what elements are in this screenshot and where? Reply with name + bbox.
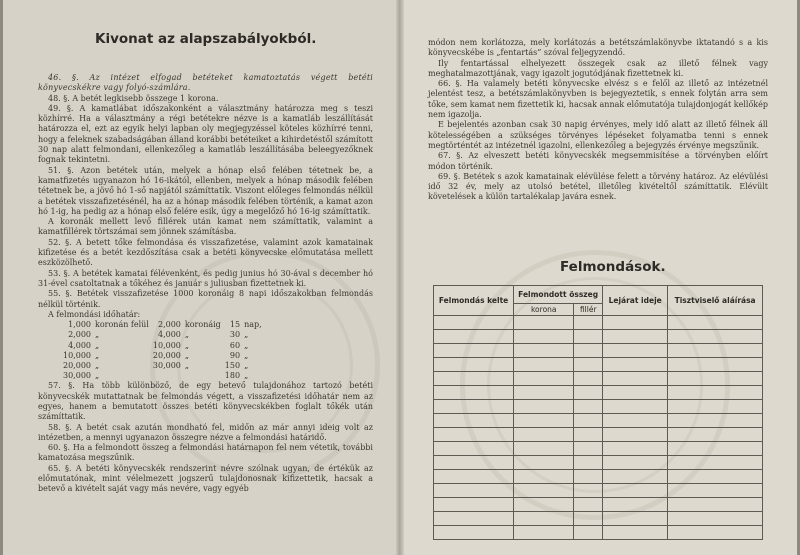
- ledger-cell: [668, 386, 763, 400]
- notice-period-cell: [185, 371, 225, 381]
- notice-period-cell: 30,000: [152, 360, 181, 370]
- ledger-cell: [668, 358, 763, 372]
- ledger-row: [434, 358, 763, 372]
- notice-period-row: [63, 320, 266, 330]
- ledger-row: [434, 386, 763, 400]
- ledger-cell: [574, 498, 603, 512]
- ledger-cell: [434, 526, 514, 540]
- ledger-cell: [434, 372, 514, 386]
- paragraph-52: 52. §. A betett tőke felmondása és visszafizetése, valamint azok kamatainak kifizetése és a betét kezdőszítása csak a betéti könyvecske előmutatása mellett eszközölhető.: [38, 237, 373, 268]
- ledger-cell: [603, 372, 668, 386]
- notice-period-cell: „: [244, 360, 249, 370]
- paragraph-66: 66. §. Ha valamely betéti könyvecske elvész s e felől az illető az intézetnél jelentést tesz, a betétszámlakönyvben is bejegyeztetik, s ennek folytán arra sem tőke, sem kamat nem fizettetik ki, hacsak annak előmutatója tulajdonjogát kellőkép nem igazolja.: [428, 79, 768, 120]
- col-header-amount: Felmondott összeg: [514, 286, 603, 304]
- notice-period-cell: 2,000: [157, 320, 181, 330]
- notice-period-cell: 180: [224, 371, 241, 381]
- notice-period-cell: 10,000: [63, 350, 91, 360]
- paragraph-69: 69. §. Betétek s azok kamatainak elévülése felett a törvény határoz. Az elévülési idő 32 év, mely az utolsó betétel, illetőleg kivételtől számíttatik. Elévült követelések a külön tartalékalap javára esnek.: [428, 171, 768, 202]
- ledger-row: [434, 414, 763, 428]
- notice-period-row: [63, 371, 266, 381]
- ledger-cell: [574, 512, 603, 526]
- bylaws-text-continued: [428, 38, 768, 203]
- notice-period-cell: „: [244, 330, 249, 340]
- ledger-cell: [603, 386, 668, 400]
- notice-period-cell: 20,000: [63, 360, 91, 370]
- notices-ledger-table: [433, 285, 763, 540]
- col-header-filler: fillér: [574, 304, 603, 316]
- ledger-cell: [514, 358, 574, 372]
- ledger-cell: [434, 512, 514, 526]
- ledger-cell: [434, 498, 514, 512]
- ledger-cell: [514, 316, 574, 330]
- notice-period-cell: „: [95, 360, 100, 370]
- ledger-row: [434, 316, 763, 330]
- ledger-cell: [668, 512, 763, 526]
- ledger-row: [434, 526, 763, 540]
- ledger-cell: [514, 386, 574, 400]
- notice-period-cell: „: [184, 350, 190, 360]
- ledger-cell: [514, 400, 574, 414]
- notice-period-cell: 60: [229, 340, 241, 350]
- notice-period-row: [63, 330, 266, 340]
- ledger-cell: [574, 414, 603, 428]
- notice-period-cell: koronán felül: [95, 320, 149, 330]
- ledger-cell: [574, 316, 603, 330]
- notice-period-cell: nap,: [244, 320, 262, 330]
- notice-period-row: [63, 351, 266, 361]
- ledger-cell: [434, 400, 514, 414]
- ledger-cell: [574, 344, 603, 358]
- paragraph-53: 53. §. A betétek kamatai félévenként, és pedig junius hó 30-ával s december hó 31-ével csatoltatnak a tőkéhez és január s juliusban fizettetnek ki.: [38, 268, 373, 288]
- ledger-row: [434, 400, 763, 414]
- ledger-cell: [603, 484, 668, 498]
- ledger-cell: [574, 358, 603, 372]
- paragraph-57: 57. §. Ha több különböző, de egy betevő tulajdonához tartozó betéti könyvecskék mutattatnak be felmondás végett, a visszafizetési időhatár nem az egyes, hanem a bemutatott összes betéti könyvecskékben foglalt tőkék után számíttatik.: [38, 381, 373, 422]
- left-page-edge: [0, 0, 3, 555]
- ledger-row: [434, 456, 763, 470]
- ledger-cell: [574, 442, 603, 456]
- ledger-cell: [668, 330, 763, 344]
- ledger-cell: [434, 456, 514, 470]
- ledger-cell: [574, 470, 603, 484]
- ledger-cell: [434, 358, 514, 372]
- ledger-cell: [434, 470, 514, 484]
- paragraph-fillers: A koronák mellett levő fillérek után kamat nem számíttatik, valamint a kamatfillérek törtszámai sem jönnek számításba.: [38, 217, 373, 237]
- paragraph-report: E bejelentés azonban csak 30 napig érvényes, mely idő alatt az illető félnek áll kötelességében a szükséges törvényes lépéseket folyamatba tenni s ennek megtörténtét az intézetnél igazolni, ellenkezőleg a bejegyzés érvénye megszűnik.: [428, 120, 768, 150]
- ledger-cell: [668, 400, 763, 414]
- ledger-cell: [514, 330, 574, 344]
- notice-period-cell: „: [244, 371, 249, 381]
- notice-period-cell: „: [95, 350, 100, 360]
- ledger-row: [434, 484, 763, 498]
- ledger-cell: [514, 484, 574, 498]
- ledger-cell: [514, 526, 574, 540]
- ledger-cell: [514, 456, 574, 470]
- notice-period-cell: 30: [229, 330, 241, 340]
- ledger-row: [434, 344, 763, 358]
- ledger-cell: [668, 498, 763, 512]
- notice-period-cell: 1,000: [68, 320, 91, 330]
- ledger-cell: [574, 372, 603, 386]
- notice-period-cell: „: [244, 340, 249, 350]
- ledger-cell: [514, 442, 574, 456]
- notice-period-cell: „: [184, 340, 190, 350]
- ledger-cell: [603, 428, 668, 442]
- col-header-notice-date: Felmondás kelte: [434, 286, 514, 316]
- col-header-signature: Tisztviselő aláírása: [668, 286, 763, 316]
- ledger-cell: [434, 484, 514, 498]
- paragraph-60: 60. §. Ha a felmondott összeg a felmondási határnapon fel nem vétetik, további kamatozása megszűnik.: [38, 443, 373, 463]
- ledger-cell: [434, 414, 514, 428]
- ledger-cell: [514, 512, 574, 526]
- notice-period-cell: „: [95, 330, 100, 340]
- notice-period-cell: 30,000: [63, 371, 91, 381]
- ledger-cell: [574, 456, 603, 470]
- notice-period-cell: 4,000: [68, 340, 91, 350]
- ledger-cell: [668, 526, 763, 540]
- notice-period-cell: 150: [224, 360, 241, 370]
- ledger-row: [434, 512, 763, 526]
- paragraph-65: 65. §. A betéti könyvecskék rendszerint névre szólnak ugyan, de értékük az előmutatónak, mint vélelmezett jogszerű tulajdonosnak kifizettetik, hacsak a betevő a kivételt saját vagy más nevére, vagy egyéb: [38, 463, 373, 494]
- ledger-cell: [603, 414, 668, 428]
- ledger-cell: [434, 316, 514, 330]
- col-header-korona: korona: [514, 304, 574, 316]
- ledger-cell: [434, 344, 514, 358]
- notice-period-row: [63, 361, 266, 371]
- book-spine: [396, 0, 404, 555]
- notice-period-cell: „: [184, 360, 190, 370]
- deadline-label: A felmondási időhatár:: [48, 309, 141, 319]
- paragraph-48: 48. §. A betét legkisebb összege 1 korona.: [48, 93, 219, 103]
- ledger-cell: [514, 344, 574, 358]
- paragraph-58: 58. §. A betét csak azután mondható fel, midőn az már annyi ideig volt az intézetben, a mennyi ugyanazon összegre nézve a felmondási határidő.: [38, 422, 373, 442]
- ledger-cell: [603, 470, 668, 484]
- col-header-due-date: Lejárat ideje: [603, 286, 668, 316]
- notice-period-cell: „: [244, 350, 249, 360]
- ledger-cell: [574, 484, 603, 498]
- ledger-cell: [603, 498, 668, 512]
- ledger-cell: [603, 400, 668, 414]
- ledger-cell: [514, 498, 574, 512]
- ledger-cell: [574, 400, 603, 414]
- ledger-cell: [514, 414, 574, 428]
- ledger-row: [434, 498, 763, 512]
- ledger-cell: [574, 526, 603, 540]
- paragraph-67: 67. §. Az elveszett betéti könyvecskék megsemmisítése a törvényben előírt módon történik.: [428, 151, 768, 171]
- notice-period-cell: 10,000: [152, 340, 181, 350]
- ledger-row: [434, 372, 763, 386]
- ledger-cell: [668, 470, 763, 484]
- ledger-cell: [668, 316, 763, 330]
- notice-period-cell: 4,000: [157, 330, 181, 340]
- ledger-cell: [603, 330, 668, 344]
- notice-period-cell: 2,000: [68, 330, 91, 340]
- notice-period-cell: 20,000: [152, 350, 181, 360]
- notice-period-cell: koronáig: [184, 320, 221, 330]
- paragraph-55: 55. §. Betétek visszafizetése 1000 koronáig 8 napi időszakokban felmondás nélkül történik.: [38, 289, 373, 309]
- ledger-cell: [574, 428, 603, 442]
- ledger-cell: [603, 456, 668, 470]
- ledger-cell: [668, 442, 763, 456]
- paragraph-51: 51. §. Azon betétek után, melyek a hónap első felében tétetnek be, a kamatfizetés ugyanazon hó 16-ikától, ellenben, melyek a hónap második felében tétetnek be, a jövő hó 1-ső napjától számíttatik. Viszont előleges felmondás nélkül a betétek visszafizetésénél, ha az a hónap második felében történik, a kamat azon hó 1-ig, ha pedig az a hónap első felére esik, úgy a megelőző hó 16-ig számíttatik.: [38, 165, 373, 216]
- ledger-cell: [434, 442, 514, 456]
- paragraph-46: 46. §. Az intézet elfogad betéteket kamatoztatás végett betéti könyvecskékre vagy folyó-számlára.: [38, 73, 373, 93]
- notice-period-cell: „: [95, 340, 100, 350]
- page-title: Kivonat az alapszabályokból.: [95, 31, 317, 47]
- ledger-cell: [668, 344, 763, 358]
- ledger-cell: [434, 428, 514, 442]
- ledger-cell: [603, 344, 668, 358]
- ledger-row: [434, 330, 763, 344]
- ledger-cell: [668, 414, 763, 428]
- ledger-cell: [603, 526, 668, 540]
- notice-period-table: [63, 320, 266, 381]
- ledger-cell: [603, 512, 668, 526]
- ledger-row: [434, 442, 763, 456]
- ledger-cell: [434, 386, 514, 400]
- notice-period-cell: [153, 371, 185, 381]
- notices-heading: Felmondások.: [560, 259, 666, 275]
- ledger-row: [434, 470, 763, 484]
- ledger-cell: [574, 330, 603, 344]
- right-page: [400, 0, 800, 555]
- bylaws-text: [38, 73, 373, 495]
- ledger-cell: [668, 428, 763, 442]
- notice-period-row: [63, 341, 266, 351]
- ledger-row: [434, 428, 763, 442]
- paragraph-65-cont: módon nem korlátozza, mely korlátozás a betétszámlakönyvbe iktatandó s a kis könyvecskébe is „fentartás” szóval feljegyzendő.: [428, 38, 768, 58]
- notice-period-cell: 15: [229, 320, 241, 330]
- ledger-cell: [668, 484, 763, 498]
- ledger-cell: [574, 386, 603, 400]
- paragraph-reservation: Ily fentartással elhelyezett összegek csak az illető félnek vagy meghatalmazottjának, vagy igazolt jogutódjának fizettetnek ki.: [428, 58, 768, 78]
- notice-period-cell: 90: [229, 350, 241, 360]
- ledger-cell: [668, 372, 763, 386]
- paragraph-49: 49. §. A kamatlábat időszakonként a választmány határozza meg s teszi közhírré. Ha a választmány a régi betétekre nézve is a kamatláb leszállítását határozza el, ezt az egyik helyi lapban oly megjegyzéssel köteles közhírré tenni, hogy a feleknek szabadságában álland korábbi betéteiket a kihirdetéstől számított 30 nap alatt felmondani, ellenkezőleg a kamatláb leszállításába beleegyezőknek fognak tekintetni.: [38, 103, 373, 165]
- ledger-cell: [603, 358, 668, 372]
- ledger-cell: [514, 372, 574, 386]
- ledger-cell: [434, 330, 514, 344]
- ledger-cell: [603, 442, 668, 456]
- notice-period-cell: „: [95, 371, 100, 381]
- notice-period-cell: „: [184, 330, 190, 340]
- ledger-cell: [603, 316, 668, 330]
- ledger-cell: [668, 456, 763, 470]
- ledger-cell: [514, 428, 574, 442]
- ledger-cell: [514, 470, 574, 484]
